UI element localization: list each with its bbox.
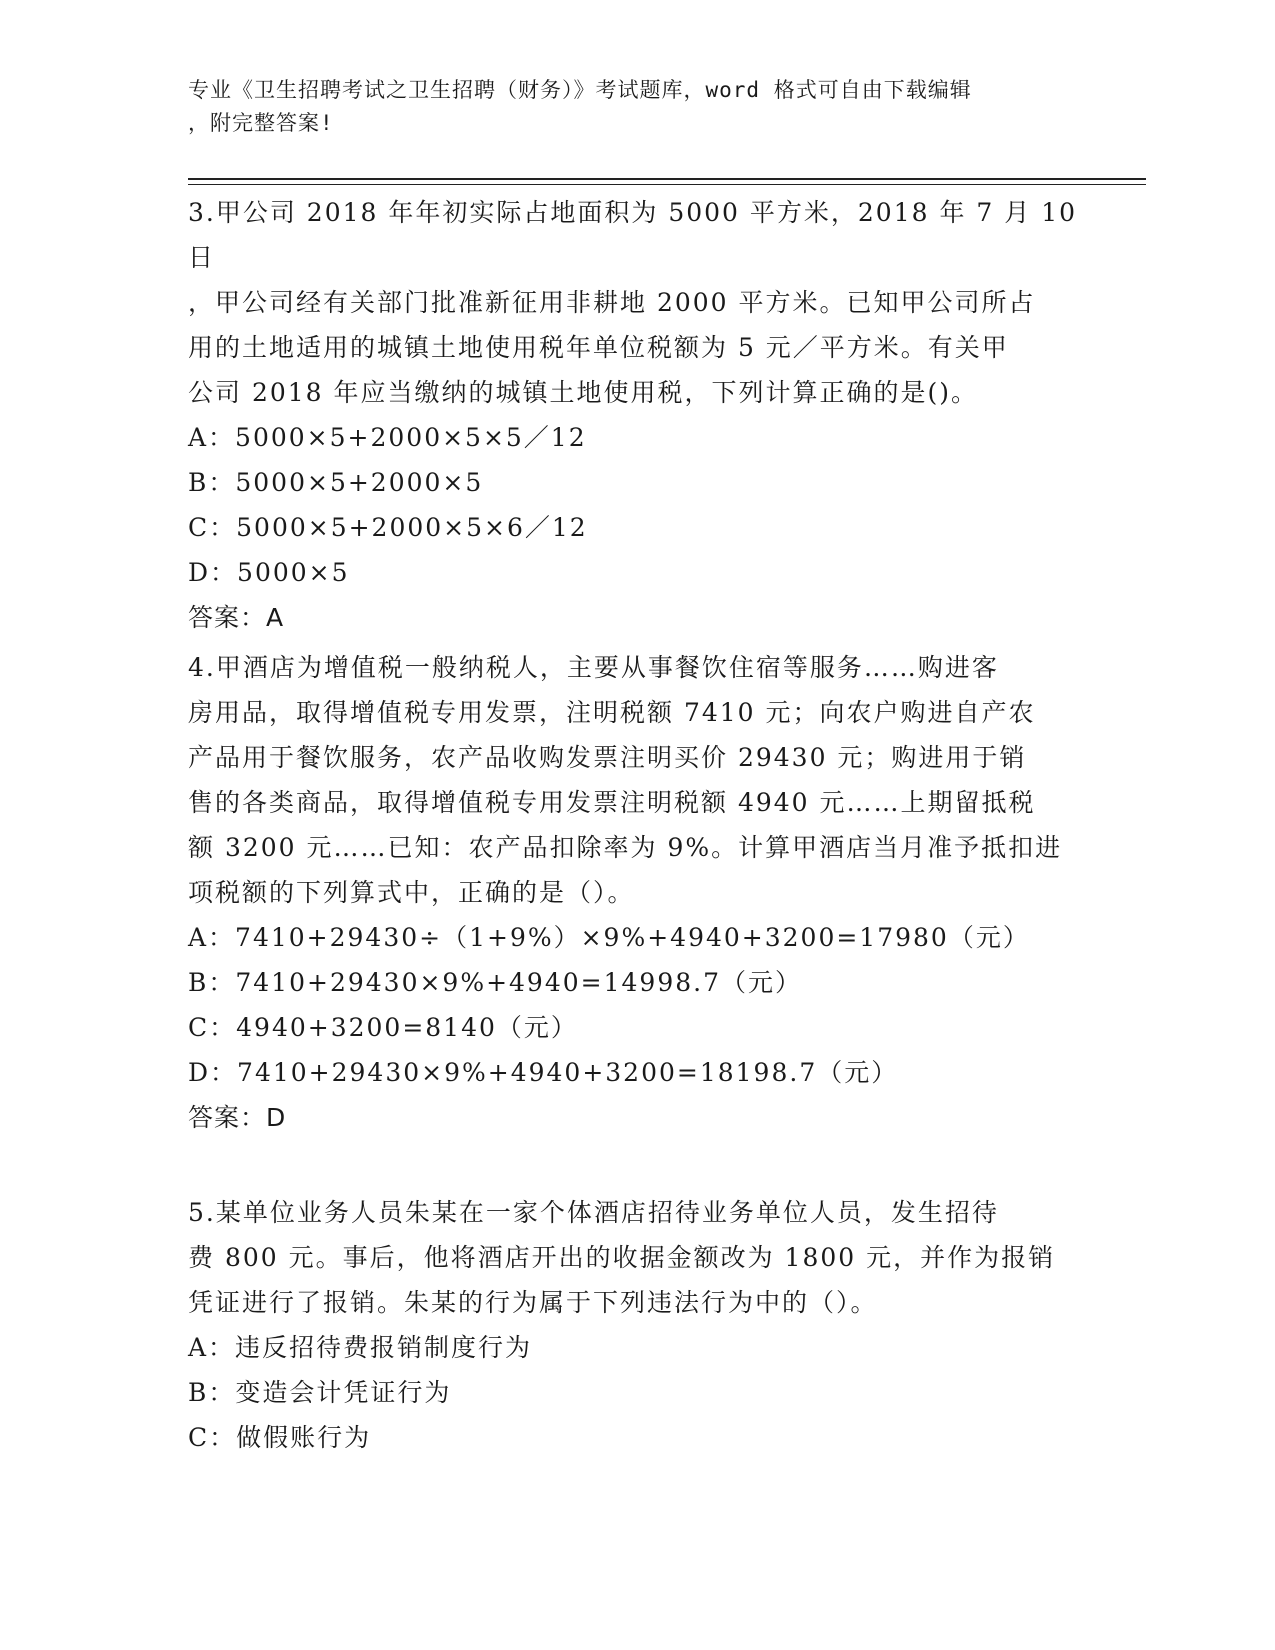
stem-line: 额 3200 元……已知：农产品扣除率为 9%。计算甲酒店当月准予抵扣进 bbox=[188, 833, 1063, 862]
question-stem bbox=[188, 1190, 1088, 1325]
answer-label: 答案：D bbox=[188, 1103, 287, 1132]
option-b: B：7410+29430×9%+4940=14998.7（元） bbox=[188, 968, 802, 997]
question-3 bbox=[188, 190, 1088, 640]
header-divider-thick bbox=[188, 178, 1146, 180]
stem-line: 4.甲酒店为增值税一般纳税人，主要从事餐饮住宿等服务……购进客 bbox=[188, 653, 999, 682]
option-b: B：5000×5+2000×5 bbox=[188, 468, 484, 497]
stem-line: 费 800 元。事后，他将酒店开出的收据金额改为 1800 元，并作为报销 bbox=[188, 1243, 1056, 1272]
question-stem bbox=[188, 190, 1088, 415]
option-c: C：5000×5+2000×5×6／12 bbox=[188, 513, 588, 542]
document-header bbox=[188, 74, 1088, 140]
option-c: C：4940+3200=8140（元） bbox=[188, 1013, 578, 1042]
stem-line: ，甲公司经有关部门批准新征用非耕地 2000 平方米。已知甲公司所占 bbox=[188, 288, 1036, 317]
stem-line: 公司 2018 年应当缴纳的城镇土地使用税，下列计算正确的是()。 bbox=[188, 378, 979, 407]
option-a: A：7410+29430÷（1+9%）×9%+4940+3200=17980（元） bbox=[188, 923, 1030, 952]
option-a: A：违反招待费报销制度行为 bbox=[188, 1333, 533, 1362]
option-b: B：变造会计凭证行为 bbox=[188, 1378, 452, 1407]
stem-line: 凭证进行了报销。朱某的行为属于下列违法行为中的（）。 bbox=[188, 1288, 878, 1317]
stem-line: 售的各类商品，取得增值税专用发票注明税额 4940 元……上期留抵税 bbox=[188, 788, 1036, 817]
option-d: D：5000×5 bbox=[188, 558, 350, 587]
stem-line: 房用品，取得增值税专用发票，注明税额 7410 元；向农户购进自产农 bbox=[188, 698, 1036, 727]
stem-line: 用的土地适用的城镇土地使用税年单位税额为 5 元／平方米。有关甲 bbox=[188, 333, 1009, 362]
header-line-2: ，附完整答案! bbox=[188, 111, 334, 135]
option-d: D：7410+29430×9%+4940+3200=18198.7（元） bbox=[188, 1058, 899, 1087]
option-c: C：做假账行为 bbox=[188, 1423, 372, 1452]
stem-line: 3.甲公司 2018 年年初实际占地面积为 5000 平方米，2018 年 7 月 10 日 bbox=[188, 198, 1078, 272]
option-a: A：5000×5+2000×5×5／12 bbox=[188, 423, 587, 452]
question-5 bbox=[188, 1190, 1088, 1460]
question-stem bbox=[188, 645, 1088, 915]
header-divider-thin bbox=[188, 184, 1146, 185]
answer-label: 答案：A bbox=[188, 603, 285, 632]
stem-line: 项税额的下列算式中，正确的是（）。 bbox=[188, 878, 635, 907]
stem-line: 5.某单位业务人员朱某在一家个体酒店招待业务单位人员，发生招待 bbox=[188, 1198, 999, 1227]
header-line-1: 专业《卫生招聘考试之卫生招聘（财务）》考试题库，word 格式可自由下载编辑 bbox=[188, 78, 972, 102]
stem-line: 产品用于餐饮服务，农产品收购发票注明买价 29430 元；购进用于销 bbox=[188, 743, 1027, 772]
question-4 bbox=[188, 645, 1088, 1140]
